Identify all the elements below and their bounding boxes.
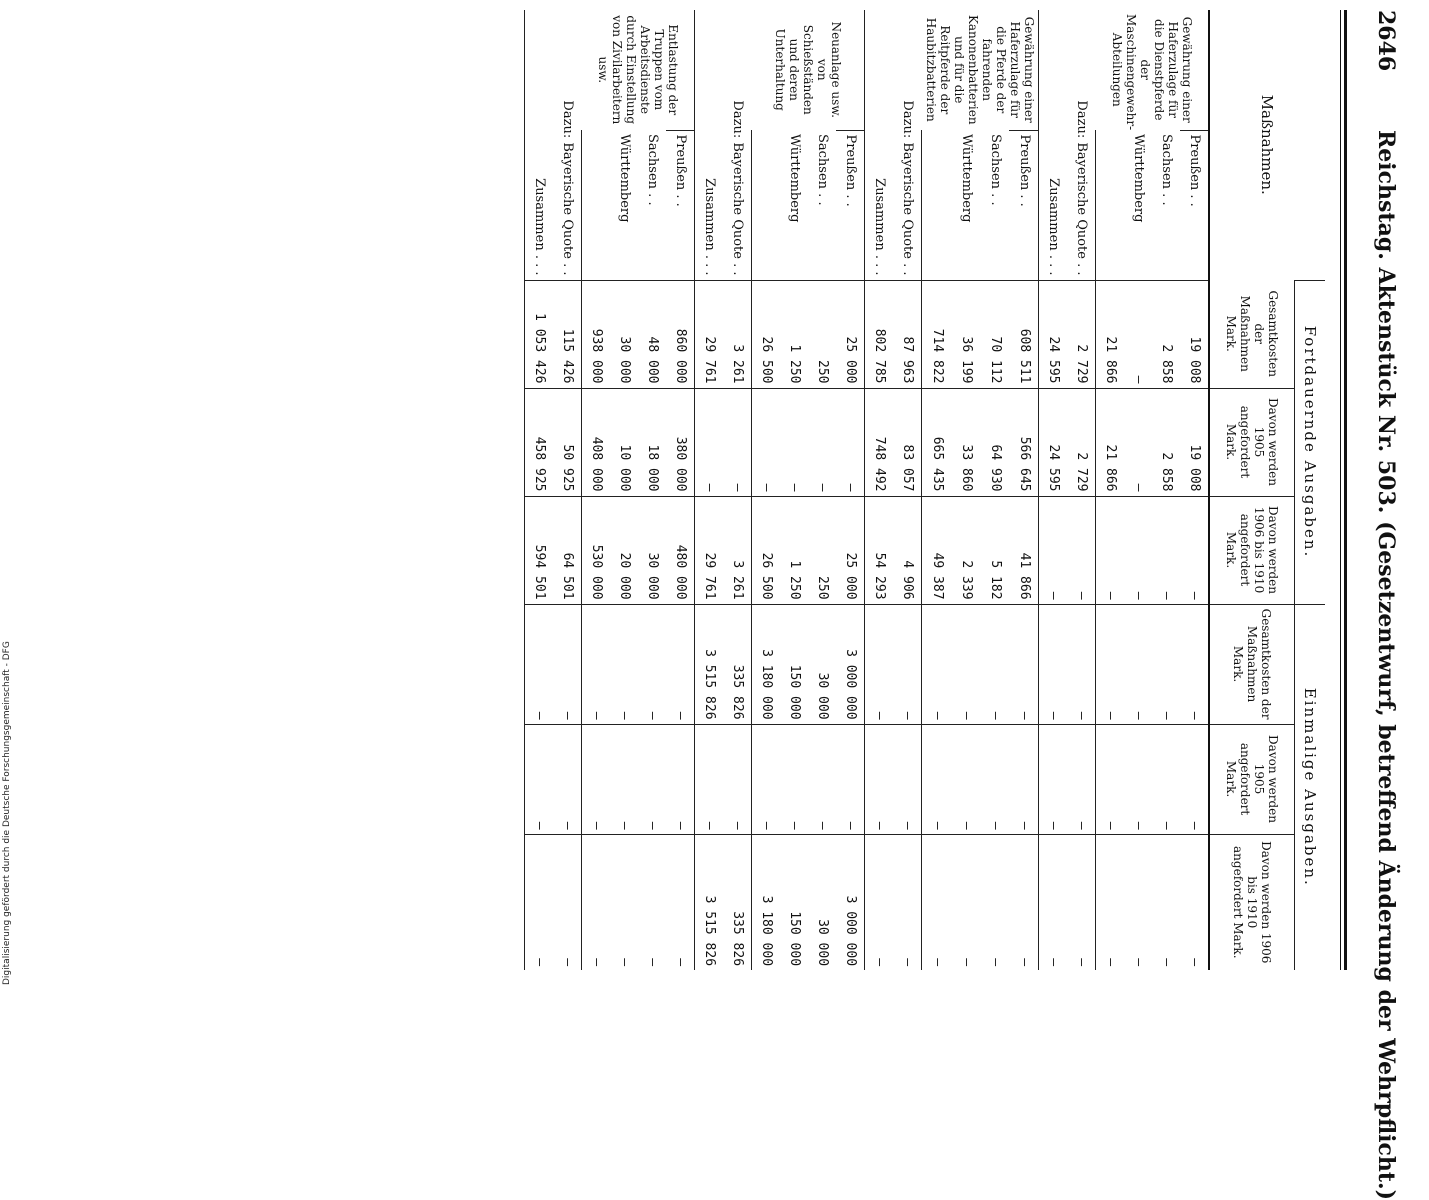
amount-cell: 21 866 — [1096, 388, 1125, 496]
amount-cell: — — [525, 724, 554, 834]
amount-cell: 458 925 — [525, 388, 554, 496]
amount-cell: 5 182 — [980, 496, 1009, 604]
page-title: Reichstag. Aktenstück Nr. 503. (Gesetzentwurf, betreffend Änderung der Wehrpflicht.) — [1373, 130, 1399, 1200]
state-label: Württemberg — [617, 134, 633, 223]
amount-cell: — — [1009, 604, 1038, 724]
row-sum-label: Dazu: Bayerische Quote . . — [560, 100, 576, 276]
table-row — [1009, 10, 1038, 970]
row-sum-label: Dazu: Bayerische Quote . . — [730, 100, 746, 276]
amount-cell: 335 826 — [724, 834, 753, 970]
amount-cell: 938 000 — [582, 280, 611, 388]
table-row — [951, 10, 980, 970]
amount-cell: 115 426 — [554, 280, 583, 388]
amount-cell: — — [1067, 496, 1096, 604]
amount-cell: 26 500 — [752, 280, 781, 388]
amount-cell: — — [752, 388, 781, 496]
amount-cell: — — [724, 724, 753, 834]
amount-cell: 3 180 000 — [752, 604, 781, 724]
state-label: Sachsen . . — [815, 134, 831, 206]
table-row — [554, 10, 583, 970]
amount-cell: 802 785 — [865, 280, 894, 388]
amount-cell: 1 250 — [781, 280, 809, 388]
state-label: Preußen . . — [1180, 130, 1209, 280]
amount-cell: — — [809, 724, 837, 834]
amount-cell: 608 511 — [1009, 280, 1038, 388]
amount-cell: — — [667, 604, 696, 724]
amount-cell: — — [1124, 496, 1152, 604]
amount-cell: 25 000 — [837, 496, 866, 604]
page-header — [1359, 10, 1399, 1200]
amount-cell: 20 000 — [611, 496, 639, 604]
amount-cell: — — [582, 604, 611, 724]
amount-cell: — — [1096, 496, 1125, 604]
amount-cell: 3 000 000 — [837, 604, 866, 724]
column-header-massnahmen: Maßnahmen. — [1209, 10, 1325, 280]
amount-cell: — — [724, 388, 753, 496]
table-row — [582, 10, 611, 970]
amount-cell: — — [1067, 834, 1096, 970]
amount-cell: — — [695, 388, 724, 496]
amount-cell: 566 645 — [1009, 388, 1038, 496]
amount-cell: — — [1096, 834, 1125, 970]
amount-cell: — — [554, 724, 583, 834]
column-header-gesamtkosten: Gesamtkosten der Maßnahmen Mark. — [1209, 280, 1295, 388]
amount-cell: — — [554, 604, 583, 724]
amount-cell: 150 000 — [781, 604, 809, 724]
amount-cell: 335 826 — [724, 604, 753, 724]
measure-description: Entlastung der Truppen vom Arbeitsdienste durch Einstellung von Zivilarbeitern usw. — [596, 15, 681, 125]
amount-cell: — — [1180, 834, 1209, 970]
header-rule-bottom — [1340, 10, 1341, 970]
amount-cell: 10 000 — [611, 388, 639, 496]
amount-cell: 748 492 — [865, 388, 894, 496]
state-label: Württemberg — [1131, 134, 1146, 223]
amount-cell: 25 000 — [837, 280, 866, 388]
amount-cell: 2 339 — [951, 496, 980, 604]
amount-cell: — — [639, 604, 667, 724]
amount-cell: — — [639, 834, 667, 970]
amount-cell: — — [611, 604, 639, 724]
amount-cell: 1 250 — [781, 496, 809, 604]
amount-cell: 480 000 — [667, 496, 696, 604]
amount-cell: — — [922, 834, 951, 970]
state-label — [922, 130, 951, 280]
table-row — [1152, 10, 1180, 970]
amount-cell: 594 501 — [525, 496, 554, 604]
amount-cell: — — [1039, 496, 1068, 604]
table-row — [1180, 10, 1209, 970]
amount-cell: — — [1180, 604, 1209, 724]
amount-cell: — — [1039, 724, 1068, 834]
amount-cell: 48 000 — [639, 280, 667, 388]
amount-cell: 64 501 — [554, 496, 583, 604]
measure-description: Gewährung einer Haferzulage für die Pferde der fahrenden Kanonenbatterien und für die Reitpferde der Haubitzbatterien — [924, 14, 1036, 125]
amount-cell: 250 — [809, 496, 837, 604]
amount-cell: — — [1124, 280, 1152, 388]
amount-cell: 29 761 — [695, 280, 724, 388]
state-label: Sachsen . . — [645, 134, 661, 206]
amount-cell: 665 435 — [922, 388, 951, 496]
amount-cell: 250 — [809, 280, 837, 388]
row-sum-label: Dazu: Bayerische Quote . . — [900, 100, 916, 276]
table-row — [639, 10, 667, 970]
amount-cell: 21 866 — [1096, 280, 1125, 388]
amount-cell: — — [667, 834, 696, 970]
amount-cell: — — [894, 604, 923, 724]
amount-cell: 70 112 — [980, 280, 1009, 388]
amount-cell: 64 930 — [980, 388, 1009, 496]
table-row — [1039, 10, 1068, 970]
amount-cell: — — [922, 724, 951, 834]
amount-cell: — — [752, 724, 781, 834]
amount-cell: 408 000 — [582, 388, 611, 496]
amount-cell: — — [525, 604, 554, 724]
amount-cell: — — [865, 724, 894, 834]
header-rule-top — [1344, 10, 1347, 970]
column-group-einmalig: Einmalige Ausgaben. — [1295, 604, 1326, 970]
measure-description: Neuanlage usw. von Schießständen und deren Unterhaltung — [773, 21, 844, 118]
state-label: Preußen . . — [1009, 130, 1038, 280]
amount-cell: 30 000 — [809, 834, 837, 970]
amount-cell: — — [695, 724, 724, 834]
table-row — [695, 10, 724, 970]
amount-cell: 3 261 — [724, 496, 753, 604]
state-label — [582, 130, 611, 280]
table-row — [980, 10, 1009, 970]
amount-cell: — — [781, 724, 809, 834]
amount-cell: 36 199 — [951, 280, 980, 388]
table-row — [837, 10, 866, 970]
table-row — [781, 10, 809, 970]
amount-cell: 30 000 — [639, 496, 667, 604]
row-sum-label: Zusammen . . . — [865, 10, 894, 280]
amount-cell: — — [1009, 834, 1038, 970]
amount-cell: — — [1152, 604, 1180, 724]
state-label: Sachsen . . — [987, 134, 1003, 206]
column-group-fortdauernd: Fortdauernde Ausgaben. — [1295, 280, 1326, 604]
amount-cell: — — [525, 834, 554, 970]
table-row — [724, 10, 753, 970]
amount-cell: 4 906 — [894, 496, 923, 604]
row-sum-label: Zusammen . . . — [695, 10, 724, 280]
table-row — [1067, 10, 1096, 970]
table-row — [1096, 10, 1125, 970]
amount-cell: — — [951, 604, 980, 724]
amount-cell: — — [865, 834, 894, 970]
page-number: 2646 — [1373, 10, 1399, 72]
amount-cell: — — [980, 604, 1009, 724]
amount-cell: 26 500 — [752, 496, 781, 604]
state-label — [1096, 130, 1125, 280]
state-label: Preußen . . — [837, 130, 866, 280]
amount-cell: — — [894, 724, 923, 834]
amount-cell: — — [1039, 834, 1068, 970]
state-label: Sachsen . . — [1159, 134, 1174, 206]
amount-cell: 87 963 — [894, 280, 923, 388]
amount-cell: — — [582, 724, 611, 834]
amount-cell: 2 729 — [1067, 388, 1096, 496]
amount-cell: — — [951, 834, 980, 970]
amount-cell: — — [1124, 604, 1152, 724]
amount-cell: 29 761 — [695, 496, 724, 604]
amount-cell: 150 000 — [781, 834, 809, 970]
column-header-1905: Davon werden 1905 angefordert Mark. — [1209, 388, 1295, 496]
table-row — [1124, 10, 1152, 970]
amount-cell: 1 053 426 — [525, 280, 554, 388]
amount-cell: — — [1039, 604, 1068, 724]
amount-cell: — — [1096, 604, 1125, 724]
amount-cell: 714 822 — [922, 280, 951, 388]
column-header-1906-1910-einmalig: Davon werden 1906 bis 1910 angefordert Mark. — [1209, 834, 1295, 970]
amount-cell: — — [922, 604, 951, 724]
amount-cell: — — [781, 388, 809, 496]
amount-cell: 49 387 — [922, 496, 951, 604]
column-header-gesamtkosten-einmalig: Gesamtkosten der Maßnahmen Mark. — [1209, 604, 1295, 724]
state-label: Württemberg — [958, 134, 974, 223]
amount-cell: 3 261 — [724, 280, 753, 388]
amount-cell: 860 000 — [667, 280, 696, 388]
row-sum-label: Zusammen . . . — [525, 10, 554, 280]
amount-cell: 3 180 000 — [752, 834, 781, 970]
amount-cell: — — [951, 724, 980, 834]
table-row — [667, 10, 696, 970]
amount-cell: 2 858 — [1152, 280, 1180, 388]
expenditure-table — [525, 10, 1326, 970]
table-row — [752, 10, 781, 970]
amount-cell: — — [837, 388, 866, 496]
table-row — [611, 10, 639, 970]
state-label: Preußen . . — [667, 130, 696, 280]
amount-cell: 50 925 — [554, 388, 583, 496]
row-sum-label: Zusammen . . . — [1039, 10, 1068, 280]
amount-cell: 24 595 — [1039, 280, 1068, 388]
amount-cell: — — [809, 388, 837, 496]
amount-cell: — — [1180, 496, 1209, 604]
table-body — [525, 10, 1209, 970]
amount-cell: 18 000 — [639, 388, 667, 496]
amount-cell: — — [611, 834, 639, 970]
table-row — [894, 10, 923, 970]
amount-cell: — — [611, 724, 639, 834]
amount-cell: 54 293 — [865, 496, 894, 604]
amount-cell: — — [554, 834, 583, 970]
digitization-credit: Digitalisierung gefördert durch die Deutsche Forschungsgemeinschaft - DFG — [2, 641, 12, 985]
amount-cell: 2 858 — [1152, 388, 1180, 496]
amount-cell: 19 008 — [1180, 280, 1209, 388]
amount-cell: 3 000 000 — [837, 834, 866, 970]
amount-cell: 530 000 — [582, 496, 611, 604]
amount-cell: 30 000 — [809, 604, 837, 724]
amount-cell: 380 000 — [667, 388, 696, 496]
amount-cell: 3 515 826 — [695, 604, 724, 724]
amount-cell: — — [667, 724, 696, 834]
amount-cell: — — [1152, 834, 1180, 970]
amount-cell: — — [1124, 834, 1152, 970]
measure-description: Gewährung einer Haferzulage für die Dienstpferde der Maschinengewehr-Abteilungen — [1109, 14, 1194, 131]
amount-cell: — — [1096, 724, 1125, 834]
amount-cell: — — [1180, 724, 1209, 834]
amount-cell: 41 866 — [1009, 496, 1038, 604]
amount-cell: — — [980, 724, 1009, 834]
amount-cell: — — [1152, 724, 1180, 834]
amount-cell: 2 729 — [1067, 280, 1096, 388]
amount-cell: 24 595 — [1039, 388, 1068, 496]
amount-cell: — — [837, 724, 866, 834]
amount-cell: 19 008 — [1180, 388, 1209, 496]
amount-cell: — — [894, 834, 923, 970]
amount-cell: — — [1067, 604, 1096, 724]
amount-cell: 30 000 — [611, 280, 639, 388]
row-sum-label: Dazu: Bayerische Quote . . — [1074, 100, 1089, 276]
state-label: Württemberg — [787, 134, 803, 223]
amount-cell: — — [1124, 724, 1152, 834]
amount-cell: — — [582, 834, 611, 970]
amount-cell: — — [1152, 496, 1180, 604]
amount-cell: 83 057 — [894, 388, 923, 496]
table-row — [922, 10, 951, 970]
amount-cell: — — [1124, 388, 1152, 496]
state-label — [752, 130, 781, 280]
amount-cell: — — [1067, 724, 1096, 834]
column-header-1906-1910: Davon werden 1906 bis 1910 angefordert Mark. — [1209, 496, 1295, 604]
amount-cell: — — [865, 604, 894, 724]
table-row — [525, 10, 554, 970]
amount-cell: 3 515 826 — [695, 834, 724, 970]
table-row — [809, 10, 837, 970]
table-row — [865, 10, 894, 970]
amount-cell: — — [639, 724, 667, 834]
amount-cell: 33 860 — [951, 388, 980, 496]
amount-cell: — — [1009, 724, 1038, 834]
column-header-1905-einmalig: Davon werden 1905 angefordert Mark. — [1209, 724, 1295, 834]
amount-cell: — — [980, 834, 1009, 970]
